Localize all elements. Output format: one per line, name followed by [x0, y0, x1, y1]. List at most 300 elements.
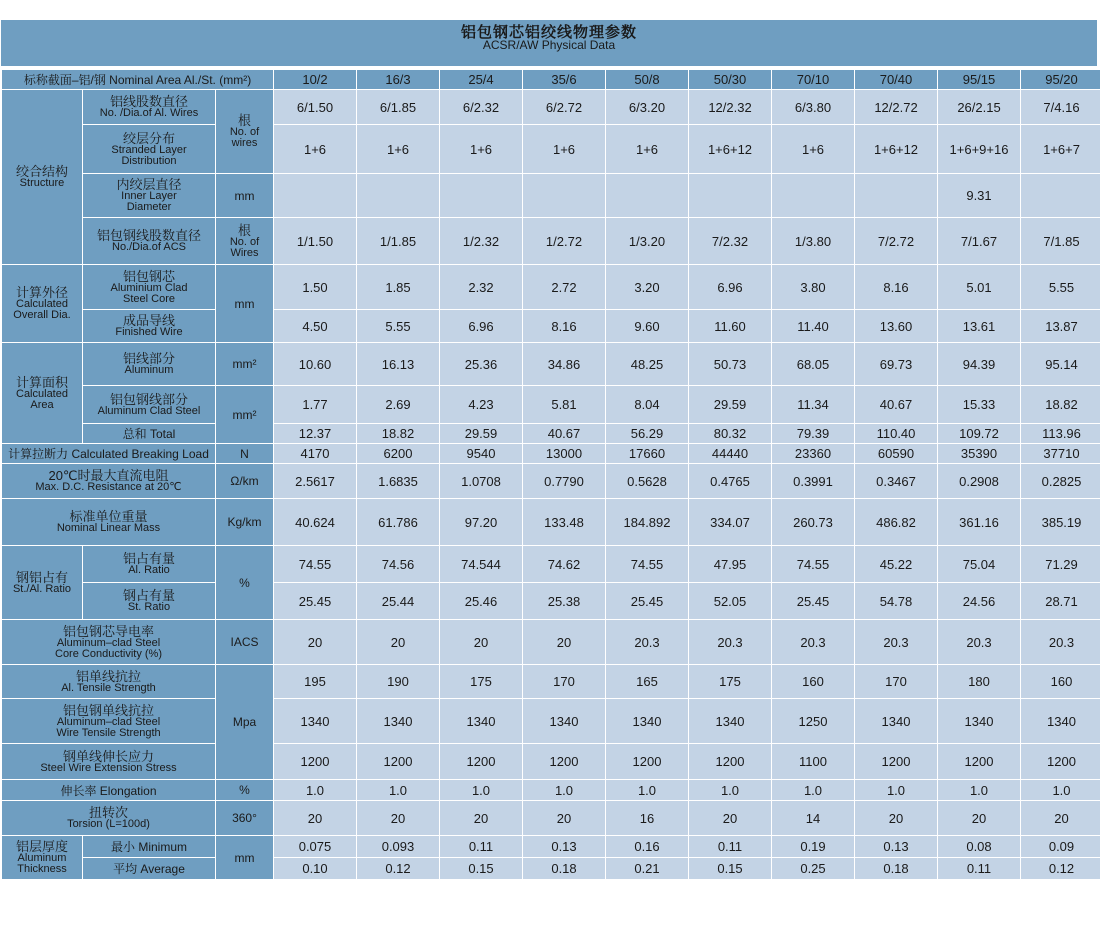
value-cell — [772, 174, 854, 217]
value-cell: 47.95 — [689, 546, 771, 582]
label-ext-stress-line-1: 钢单线伸长应力 — [62, 748, 154, 764]
unit-n — [216, 444, 273, 463]
unit-deg — [216, 801, 273, 835]
nominal-area-col: 16/3 — [357, 70, 439, 89]
value-cell: 45.22 — [855, 546, 937, 582]
label-avg — [83, 858, 215, 879]
label-acs-area-line-2: Aluminum Clad Steel — [97, 404, 201, 417]
unit-mm-line-1: mm — [234, 850, 255, 865]
unit-wires-2-line-3: Wires — [230, 246, 259, 259]
value-cell: 8.04 — [606, 386, 688, 423]
value-cell: 1+6 — [357, 125, 439, 173]
value-cell: 1200 — [357, 744, 439, 779]
value-cell: 1100 — [772, 744, 854, 779]
value-cell: 11.34 — [772, 386, 854, 423]
value-cell: 25.45 — [772, 583, 854, 619]
value-cell: 110.40 — [855, 424, 937, 443]
value-cell: 7/2.72 — [855, 218, 937, 264]
value-cell: 24.56 — [938, 583, 1020, 619]
value-cell: 56.29 — [606, 424, 688, 443]
label-al-ratio-line-2: Al. Ratio — [128, 564, 170, 576]
value-cell: 1+6+12 — [855, 125, 937, 173]
unit-kg — [216, 499, 273, 545]
value-cell: 0.13 — [855, 836, 937, 857]
value-cell: 0.25 — [772, 858, 854, 879]
value-cell: 20 — [274, 801, 356, 835]
value-cell: 0.11 — [689, 836, 771, 857]
group-thickness-line-3: Thickness — [17, 863, 67, 875]
label-acs-tensile — [2, 699, 215, 743]
value-cell: 1250 — [772, 699, 854, 743]
value-cell: 1.0 — [357, 780, 439, 800]
value-cell: 0.16 — [606, 836, 688, 857]
row-acs-area — [2, 386, 1100, 423]
value-cell: 74.56 — [357, 546, 439, 582]
value-cell: 0.15 — [689, 858, 771, 879]
value-cell: 35390 — [938, 444, 1020, 463]
value-cell: 52.05 — [689, 583, 771, 619]
value-cell: 1/1.85 — [357, 218, 439, 264]
unit-wires-2-line-1: 根 — [237, 222, 251, 238]
unit-wires-2 — [216, 218, 273, 264]
value-cell: 1.0 — [274, 780, 356, 800]
value-cell: 1340 — [1021, 699, 1100, 743]
value-cell: 1+6+7 — [1021, 125, 1100, 173]
value-cell: 20.3 — [772, 620, 854, 664]
label-conductivity-line-1: 铝包钢芯导电率 — [62, 623, 154, 639]
value-cell: 5.55 — [1021, 265, 1100, 309]
value-cell: 74.55 — [772, 546, 854, 582]
value-cell: 18.82 — [1021, 386, 1100, 423]
value-cell: 29.59 — [440, 424, 522, 443]
row-core-dia — [2, 265, 1100, 309]
value-cell: 0.12 — [357, 858, 439, 879]
label-al-tensile — [2, 665, 215, 698]
value-cell: 20 — [440, 801, 522, 835]
nominal-area-col: 70/10 — [772, 70, 854, 89]
value-cell: 29.59 — [689, 386, 771, 423]
value-cell: 1.0 — [440, 780, 522, 800]
value-cell: 1200 — [440, 744, 522, 779]
value-cell: 1200 — [855, 744, 937, 779]
value-cell: 0.12 — [1021, 858, 1100, 879]
nominal-area-col: 95/20 — [1021, 70, 1100, 89]
unit-wires-line-2: No. of — [229, 126, 260, 138]
value-cell: 486.82 — [855, 499, 937, 545]
value-cell: 2.72 — [523, 265, 605, 309]
label-al-tensile-line-2: Al. Tensile Strength — [61, 681, 156, 694]
value-cell: 260.73 — [772, 499, 854, 545]
label-inner-line-2: Inner Layer — [121, 190, 177, 202]
value-cell: 20 — [1021, 801, 1100, 835]
value-cell: 12/2.72 — [855, 90, 937, 124]
group-structure-line-1: 绞合结构 — [15, 164, 68, 179]
value-cell: 79.39 — [772, 424, 854, 443]
label-acs-wires-line-2: No./Dia.of ACS — [112, 241, 186, 253]
label-ext-stress — [2, 744, 215, 779]
row-acs-tensile — [2, 699, 1100, 743]
value-cell: 0.13 — [523, 836, 605, 857]
value-cell: 6.96 — [689, 265, 771, 309]
group-thickness — [2, 836, 82, 879]
label-resistance-line-2: Max. D.C. Resistance at 20℃ — [35, 481, 182, 493]
value-cell: 13.60 — [855, 310, 937, 342]
value-cell: 0.2825 — [1021, 464, 1100, 498]
row-stranded — [2, 125, 1100, 173]
label-inner — [83, 174, 215, 217]
value-cell: 1+6 — [274, 125, 356, 173]
row-resistance — [2, 464, 1100, 498]
label-al-ratio-line-1: 铝占有量 — [122, 551, 175, 566]
value-cell: 0.10 — [274, 858, 356, 879]
label-stranded — [83, 125, 215, 173]
label-al-wires-line-2: No. /Dia.of Al. Wires — [99, 107, 199, 119]
label-acs-tensile-line-2: Aluminum–clad Steel — [56, 715, 161, 728]
value-cell: 0.18 — [523, 858, 605, 879]
nominal-area-col: 50/8 — [606, 70, 688, 89]
value-cell: 385.19 — [1021, 499, 1100, 545]
row-al-ratio — [2, 546, 1100, 582]
value-cell: 0.075 — [274, 836, 356, 857]
label-al-area-line-1: 铝线部分 — [122, 351, 175, 366]
value-cell: 0.08 — [938, 836, 1020, 857]
value-cell: 1340 — [938, 699, 1020, 743]
value-cell: 190 — [357, 665, 439, 698]
value-cell: 0.11 — [938, 858, 1020, 879]
value-cell: 1.50 — [274, 265, 356, 309]
value-cell: 40.67 — [855, 386, 937, 423]
label-core-dia-line-2: Aluminium Clad — [110, 281, 188, 294]
value-cell: 2.69 — [357, 386, 439, 423]
value-cell: 16.13 — [357, 343, 439, 385]
nominal-area-label — [2, 70, 273, 89]
value-cell — [523, 174, 605, 217]
value-cell: 94.39 — [938, 343, 1020, 385]
row-avg — [2, 858, 1100, 879]
value-cell: 6/2.32 — [440, 90, 522, 124]
value-cell: 1340 — [440, 699, 522, 743]
label-finished-line-1: 成品导线 — [122, 313, 175, 328]
value-cell: 1200 — [606, 744, 688, 779]
unit-mpa — [216, 665, 273, 779]
value-cell: 4170 — [274, 444, 356, 463]
value-cell: 74.55 — [606, 546, 688, 582]
group-overall-line-1: 计算外径 — [15, 285, 68, 300]
row-mass — [2, 499, 1100, 545]
group-area-line-3: Area — [30, 398, 54, 411]
value-cell: 11.60 — [689, 310, 771, 342]
value-cell: 1/2.32 — [440, 218, 522, 264]
value-cell: 0.21 — [606, 858, 688, 879]
value-cell: 0.3467 — [855, 464, 937, 498]
nominal-area-col: 35/6 — [523, 70, 605, 89]
value-cell: 0.15 — [440, 858, 522, 879]
value-cell: 1+6+9+16 — [938, 125, 1020, 173]
label-conductivity — [2, 620, 215, 664]
value-cell: 1+6 — [440, 125, 522, 173]
value-cell: 1.0 — [1021, 780, 1100, 800]
value-cell: 13000 — [523, 444, 605, 463]
value-cell: 170 — [855, 665, 937, 698]
unit-wires — [216, 90, 273, 173]
value-cell: 60590 — [855, 444, 937, 463]
value-cell: 0.2908 — [938, 464, 1020, 498]
value-cell: 1+6 — [772, 125, 854, 173]
label-resistance — [2, 464, 215, 498]
label-total — [83, 424, 215, 443]
value-cell: 4.23 — [440, 386, 522, 423]
row-total — [2, 424, 1100, 443]
value-cell: 20 — [440, 620, 522, 664]
value-cell: 10.60 — [274, 343, 356, 385]
group-overall — [2, 265, 82, 342]
value-cell: 1200 — [523, 744, 605, 779]
row-inner — [2, 174, 1100, 217]
label-core-dia-line-3: Steel Core — [123, 292, 175, 305]
value-cell: 74.55 — [274, 546, 356, 582]
value-cell: 1+6+12 — [689, 125, 771, 173]
value-cell — [855, 174, 937, 217]
value-cell: 1.6835 — [357, 464, 439, 498]
row-acs-wires — [2, 218, 1100, 264]
unit-pct-line-1: % — [239, 783, 250, 797]
value-cell: 9.60 — [606, 310, 688, 342]
value-cell: 7/2.32 — [689, 218, 771, 264]
value-cell: 28.71 — [1021, 583, 1100, 619]
value-cell: 20 — [938, 801, 1020, 835]
label-torsion-line-1: 扭转次 — [88, 805, 128, 820]
value-cell: 1.0 — [689, 780, 771, 800]
row-al-tensile — [2, 665, 1100, 698]
value-cell — [1021, 174, 1100, 217]
value-cell: 20 — [855, 801, 937, 835]
value-cell: 0.093 — [357, 836, 439, 857]
value-cell: 50.73 — [689, 343, 771, 385]
value-cell: 0.11 — [440, 836, 522, 857]
table-body — [2, 70, 1100, 879]
label-acs-area — [83, 386, 215, 423]
label-mass — [2, 499, 215, 545]
group-overall-line-2: Calculated — [16, 298, 68, 310]
value-cell: 1.0 — [772, 780, 854, 800]
value-cell — [357, 174, 439, 217]
label-resistance-line-1: 20℃时最大直流电阻 — [48, 468, 169, 483]
value-cell: 20 — [523, 620, 605, 664]
value-cell: 1/3.80 — [772, 218, 854, 264]
value-cell: 1340 — [523, 699, 605, 743]
value-cell: 1200 — [274, 744, 356, 779]
nominal-area-col: 25/4 — [440, 70, 522, 89]
value-cell: 23360 — [772, 444, 854, 463]
value-cell: 180 — [938, 665, 1020, 698]
value-cell: 1.0708 — [440, 464, 522, 498]
unit-pct — [216, 780, 273, 800]
value-cell: 160 — [1021, 665, 1100, 698]
value-cell: 11.40 — [772, 310, 854, 342]
unit-wires-2-line-2: No. of — [229, 235, 260, 248]
nominal-area-col: 50/30 — [689, 70, 771, 89]
value-cell: 20 — [357, 801, 439, 835]
value-cell: 1.85 — [357, 265, 439, 309]
value-cell: 1200 — [1021, 744, 1100, 779]
label-acs-wires-line-1: 铝包钢线股数直径 — [96, 228, 201, 243]
value-cell: 0.19 — [772, 836, 854, 857]
label-ext-stress-line-2: Steel Wire Extension Stress — [40, 761, 177, 774]
value-cell: 0.7790 — [523, 464, 605, 498]
nominal-area-col: 10/2 — [274, 70, 356, 89]
value-cell: 0.4765 — [689, 464, 771, 498]
group-structure — [2, 90, 82, 264]
value-cell: 6.96 — [440, 310, 522, 342]
unit-mpa-line-1: Mpa — [232, 715, 257, 729]
unit-mm2 — [216, 386, 273, 443]
value-cell: 25.44 — [357, 583, 439, 619]
value-cell: 17660 — [606, 444, 688, 463]
row-conductivity — [2, 620, 1100, 664]
value-cell: 8.16 — [855, 265, 937, 309]
value-cell: 20.3 — [606, 620, 688, 664]
value-cell: 16 — [606, 801, 688, 835]
value-cell: 195 — [274, 665, 356, 698]
value-cell: 334.07 — [689, 499, 771, 545]
value-cell: 25.45 — [274, 583, 356, 619]
value-cell: 1.0 — [938, 780, 1020, 800]
value-cell: 1/2.72 — [523, 218, 605, 264]
label-mass-line-2: Nominal Linear Mass — [56, 522, 161, 534]
value-cell: 69.73 — [855, 343, 937, 385]
value-cell: 20.3 — [689, 620, 771, 664]
value-cell: 1/3.20 — [606, 218, 688, 264]
value-cell: 80.32 — [689, 424, 771, 443]
label-al-tensile-line-1: 铝单线抗拉 — [75, 668, 141, 684]
value-cell: 25.36 — [440, 343, 522, 385]
unit-ohm-line-1: Ω/km — [230, 474, 259, 488]
value-cell: 12.37 — [274, 424, 356, 443]
value-cell: 15.33 — [938, 386, 1020, 423]
row-breaking — [2, 444, 1100, 463]
unit-iacs-line-1: IACS — [230, 635, 259, 649]
value-cell: 175 — [440, 665, 522, 698]
value-cell: 4.50 — [274, 310, 356, 342]
value-cell: 0.09 — [1021, 836, 1100, 857]
group-thickness-line-2: Aluminum — [17, 852, 67, 864]
group-area — [2, 343, 82, 443]
value-cell: 14 — [772, 801, 854, 835]
value-cell: 7/1.67 — [938, 218, 1020, 264]
value-cell: 95.14 — [1021, 343, 1100, 385]
label-st-ratio — [83, 583, 215, 619]
label-core-dia-line-1: 铝包钢芯 — [122, 268, 175, 284]
value-cell — [606, 174, 688, 217]
label-breaking-line-1: 计算拉断力 Calculated Breaking Load — [8, 447, 209, 461]
value-cell: 48.25 — [606, 343, 688, 385]
row-al-wires — [2, 90, 1100, 124]
value-cell: 54.78 — [855, 583, 937, 619]
group-ratio-line-1: 钢铝占有 — [15, 569, 68, 585]
value-cell: 20.3 — [855, 620, 937, 664]
value-cell: 109.72 — [938, 424, 1020, 443]
label-al-ratio — [83, 546, 215, 582]
value-cell: 25.45 — [606, 583, 688, 619]
value-cell — [274, 174, 356, 217]
label-core-dia — [83, 265, 215, 309]
label-conductivity-line-2: Aluminum–clad Steel — [56, 636, 161, 649]
value-cell: 68.05 — [772, 343, 854, 385]
value-cell: 113.96 — [1021, 424, 1100, 443]
label-st-ratio-line-1: 钢占有量 — [122, 588, 175, 603]
value-cell: 74.544 — [440, 546, 522, 582]
value-cell: 13.87 — [1021, 310, 1100, 342]
value-cell: 12/2.32 — [689, 90, 771, 124]
value-cell: 0.18 — [855, 858, 937, 879]
title-english: ACSR/AW Physical Data — [482, 38, 616, 52]
value-cell: 44440 — [689, 444, 771, 463]
value-cell: 1200 — [689, 744, 771, 779]
group-area-line-2: Calculated — [16, 387, 68, 400]
label-stranded-line-1: 绞层分布 — [122, 130, 175, 146]
label-al-wires-line-1: 铝线股数直径 — [109, 94, 188, 109]
unit-pct-line-1: % — [239, 575, 250, 590]
unit-mm-line-1: mm — [234, 188, 255, 203]
unit-iacs — [216, 620, 273, 664]
value-cell: 1340 — [689, 699, 771, 743]
value-cell: 25.46 — [440, 583, 522, 619]
value-cell: 40.624 — [274, 499, 356, 545]
header-row — [2, 70, 1100, 89]
value-cell: 75.04 — [938, 546, 1020, 582]
unit-kg-line-1: Kg/km — [227, 515, 262, 529]
value-cell: 61.786 — [357, 499, 439, 545]
value-cell: 170 — [523, 665, 605, 698]
row-finished — [2, 310, 1100, 342]
unit-mm — [216, 836, 273, 879]
label-torsion-line-2: Torsion (L=100d) — [67, 818, 150, 830]
unit-mm-line-1: mm — [234, 296, 255, 311]
value-cell: 175 — [689, 665, 771, 698]
value-cell: 20 — [689, 801, 771, 835]
value-cell: 37710 — [1021, 444, 1100, 463]
value-cell: 165 — [606, 665, 688, 698]
value-cell: 6200 — [357, 444, 439, 463]
label-breaking — [2, 444, 215, 463]
unit-deg-line-1: 360° — [232, 811, 257, 825]
value-cell: 1.0 — [606, 780, 688, 800]
value-cell: 1.77 — [274, 386, 356, 423]
unit-mm — [216, 265, 273, 342]
value-cell: 1340 — [274, 699, 356, 743]
value-cell: 6/3.20 — [606, 90, 688, 124]
value-cell — [689, 174, 771, 217]
value-cell: 40.67 — [523, 424, 605, 443]
label-stranded-line-3: Distribution — [121, 154, 177, 167]
value-cell: 6/2.72 — [523, 90, 605, 124]
value-cell: 71.29 — [1021, 546, 1100, 582]
value-cell: 7/4.16 — [1021, 90, 1100, 124]
label-avg-line-1: 平均 Average — [113, 862, 185, 876]
group-area-line-1: 计算面积 — [15, 374, 68, 390]
value-cell: 20.3 — [938, 620, 1020, 664]
value-cell: 1+6 — [523, 125, 605, 173]
value-cell: 8.16 — [523, 310, 605, 342]
label-st-ratio-line-2: St. Ratio — [127, 601, 171, 613]
value-cell: 20 — [274, 620, 356, 664]
title-chinese: 铝包钢芯铝绞线物理参数 — [460, 24, 637, 41]
label-stranded-line-2: Stranded Layer — [111, 143, 187, 156]
label-torsion — [2, 801, 215, 835]
value-cell: 160 — [772, 665, 854, 698]
unit-wires-line-3: wires — [231, 137, 258, 149]
label-inner-line-1: 内绞层直径 — [116, 177, 182, 192]
